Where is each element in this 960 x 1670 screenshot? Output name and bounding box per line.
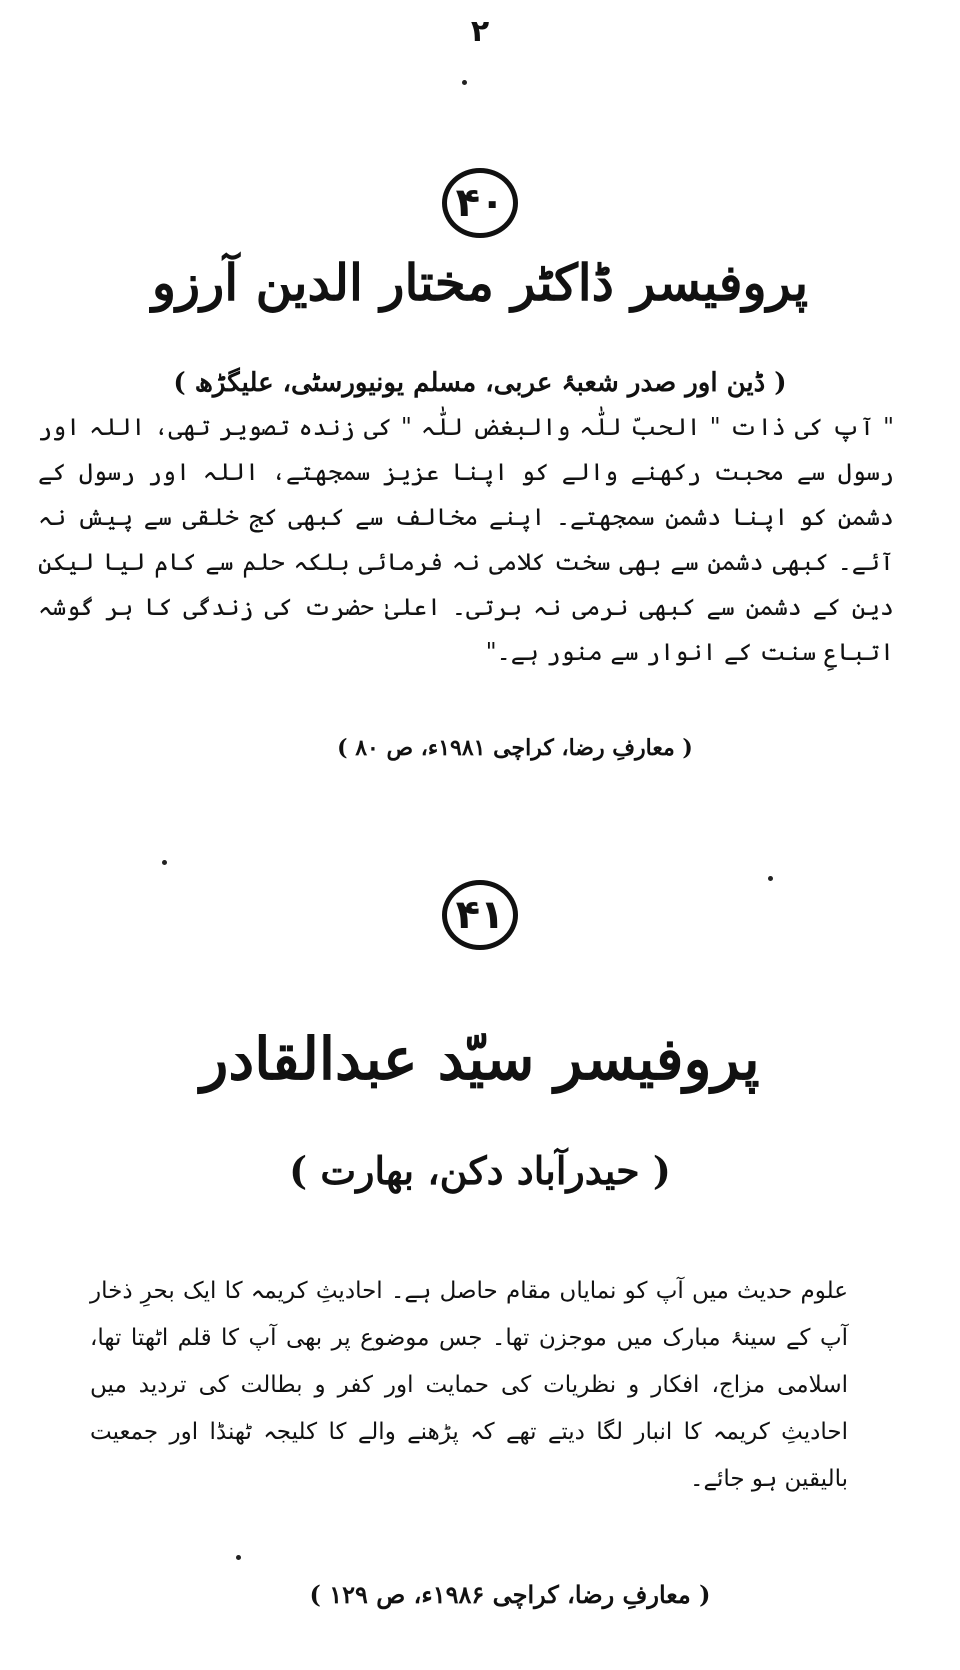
section-designation: ( ڈین اور صدر شعبۂ عربی، مسلم یونیورسٹی، علیگڑھ ) (173, 368, 787, 398)
section-heading: پروفیسر سیّد عبدالقادر (200, 1025, 760, 1093)
section-reference: ( معارفِ رضا، کراچی ۱۹۸۱ء، ص ۸۰ ) (337, 735, 693, 761)
scan-speck (162, 860, 167, 865)
section-number-badge: ۴۱ (442, 880, 518, 950)
scan-speck (236, 1555, 241, 1560)
page-number: ۲ (470, 14, 490, 49)
section-quote: " آپ کی ذات " الحبّ للّٰہ والبغض للّٰہ " کی زندہ تصویر تھی، اللہ اور رسول سے محبت رکھنے والے کو اپنا عزیز سمجھتے، اللہ اور رسول کے دشمن کو اپنا دشمن سمجھتے۔ اپنے مخالف سے کبھی کج خلقی سے پیش نہ آئے۔ کبھی دشمن سے بھی سخت کلامی نہ فرمائی بلکہ حلم سے کام لیا لیکن دین کے دشمن سے کبھی نرمی نہ برتی۔ اعلیٰ حضرت کی زندگی کا ہر گوشہ اتباعِ سنت کے انوار سے منور ہے۔" (38, 413, 894, 666)
section-heading: پروفیسر ڈاکٹر مختار الدین آرزو (151, 253, 809, 312)
section-quote: علوم حدیث میں آپ کو نمایاں مقام حاصل ہے۔ احادیثِ کریمہ کا ایک بحرِ ذخار آپ کے سینۂ مبارک میں موجزن تھا۔ جس موضوع پر بھی آپ کا قلم اٹھتا تھا، اسلامی مزاج، افکار و نظریات کی حمایت اور کفر و بطالت کی تردید میں احادیثِ کریمہ کا انبار لگا دیتے تھے کہ پڑھنے والے کا کلیجہ ٹھنڈا اور جمعیت بالیقین ہو جائے۔ (90, 1278, 848, 1492)
scan-speck (768, 876, 773, 881)
scan-speck (462, 80, 467, 85)
section-designation: ( حیدرآباد دکن، بھارت ) (289, 1148, 671, 1193)
section-reference: ( معارفِ رضا، کراچی ۱۹۸۶ء، ص ۱۲۹ ) (309, 1580, 711, 1609)
section-number-badge: ۴۰ (442, 168, 518, 238)
